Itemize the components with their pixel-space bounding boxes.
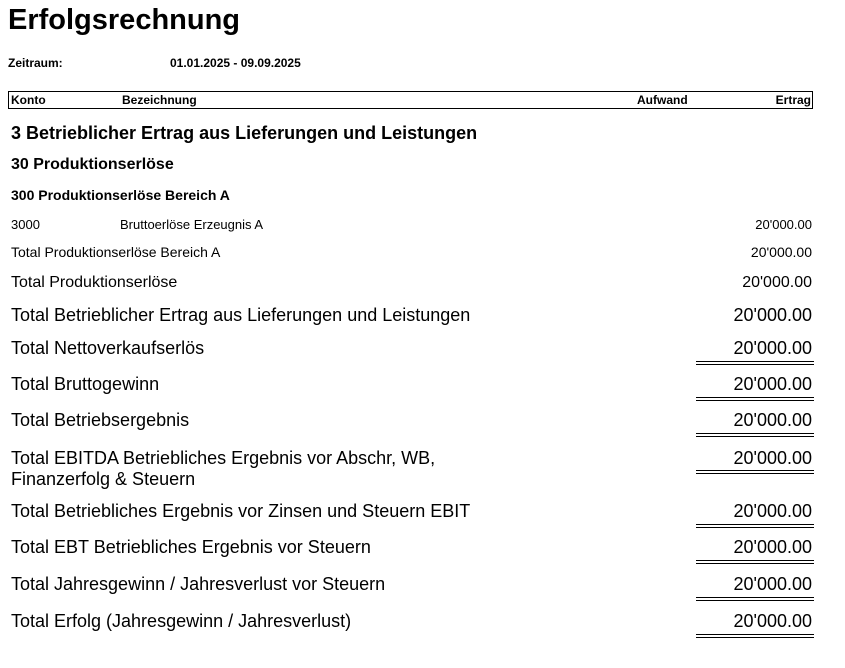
double-underline	[696, 470, 814, 474]
account-description: Bruttoerlöse Erzeugnis A	[120, 217, 264, 232]
double-underline	[696, 397, 814, 401]
total-value: 20'000.00	[733, 305, 812, 325]
total-value: 20'000.00	[742, 274, 812, 291]
section-heading-level3: 300 Produktionserlöse Bereich A	[11, 187, 230, 203]
total-value: 20'000.00	[733, 611, 812, 631]
double-underline	[696, 433, 814, 437]
total-label-continued: Finanzerfolg & Steuern	[11, 469, 196, 489]
total-value: 20'000.00	[733, 338, 812, 358]
double-underline	[696, 634, 814, 638]
total-label: Total Betriebliches Ergebnis vor Zinsen und Steuern EBIT	[11, 501, 471, 521]
total-label: Total EBITDA Betriebliches Ergebnis vor Abschr, WB,	[11, 448, 436, 468]
section-heading-level2: 30 Produktionserlöse	[11, 156, 174, 173]
total-label: Total Betriebsergebnis	[11, 410, 190, 430]
section-heading-level1: 3 Betrieblicher Ertrag aus Lieferungen und Leistungen	[11, 123, 478, 143]
total-value: 20'000.00	[733, 410, 812, 430]
total-value: 20'000.00	[733, 501, 812, 521]
account-amount: 20'000.00	[755, 217, 812, 232]
period-value: 01.01.2025 - 09.09.2025	[170, 56, 301, 70]
double-underline	[696, 560, 814, 564]
report-title: Erfolgsrechnung	[8, 4, 241, 36]
period-label: Zeitraum:	[8, 56, 63, 70]
total-label: Total Produktionserlöse	[11, 274, 178, 291]
column-header-ertrag: Ertrag	[775, 93, 811, 107]
total-label: Total Betrieblicher Ertrag aus Lieferungen und Leistungen	[11, 305, 471, 325]
total-label: Total Erfolg (Jahresgewinn / Jahresverlust)	[11, 611, 352, 631]
total-label: Total EBT Betriebliches Ergebnis vor Steuern	[11, 537, 371, 557]
total-label: Total Bruttogewinn	[11, 374, 160, 394]
total-label: Total Produktionserlöse Bereich A	[11, 244, 221, 260]
total-value: 20'000.00	[733, 448, 812, 468]
total-value: 20'000.00	[733, 574, 812, 594]
total-value: 20'000.00	[733, 374, 812, 394]
account-number: 3000	[11, 217, 40, 232]
column-header-konto: Konto	[11, 93, 46, 107]
double-underline	[696, 524, 814, 528]
column-header-bezeichnung: Bezeichnung	[122, 93, 197, 107]
total-label: Total Nettoverkaufserlös	[11, 338, 205, 358]
double-underline	[696, 597, 814, 601]
total-value: 20'000.00	[750, 244, 812, 260]
column-header-aufwand: Aufwand	[637, 93, 688, 107]
total-value: 20'000.00	[733, 537, 812, 557]
total-label: Total Jahresgewinn / Jahresverlust vor Steuern	[11, 574, 386, 594]
column-header	[8, 91, 813, 109]
double-underline	[696, 361, 814, 365]
